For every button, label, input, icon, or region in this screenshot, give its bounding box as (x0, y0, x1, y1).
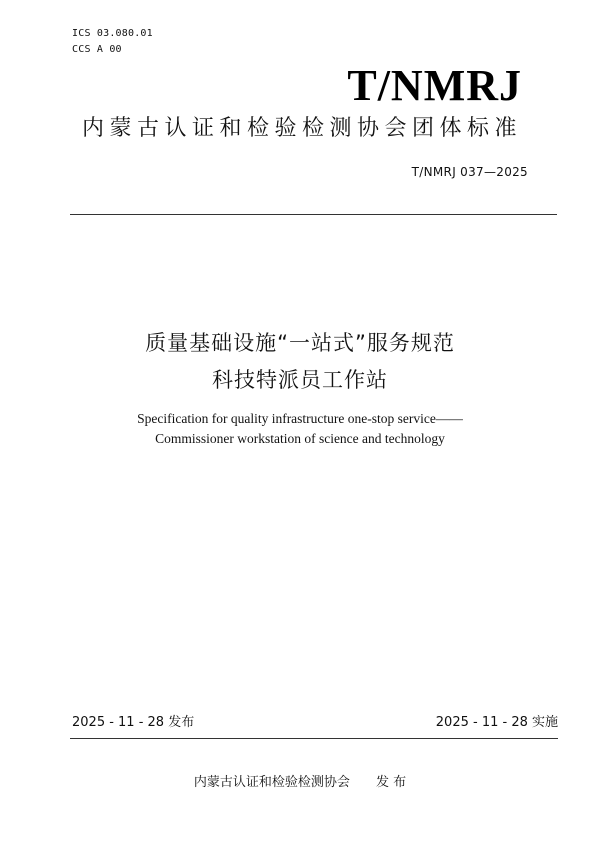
title-chinese-line-1: 质量基础设施“一站式”服务规范 (145, 331, 455, 355)
standard-logo: T/NMRJ (347, 61, 522, 110)
publisher-organization: 内蒙古认证和检验检测协会 (193, 775, 350, 790)
title-english-line-2: Commissioner workstation of science and technology (155, 431, 445, 446)
title-chinese-line-2: 科技特派员工作站 (212, 368, 388, 392)
implementation-date: 2025 - 11 - 28 实施 (435, 715, 558, 730)
standard-number: T/NMRJ 037—2025 (411, 165, 528, 179)
ics-code: ICS 03.080.01 (72, 28, 153, 39)
organization-title: 内蒙古认证和检验检测协会团体标准 (81, 116, 522, 141)
publish-label: 发 布 (375, 775, 407, 790)
title-english-line-1: Specification for quality infrastructure one-stop service—— (137, 411, 463, 426)
publisher-line (0, 774, 600, 792)
header-divider (70, 214, 557, 215)
ccs-code: CCS A 00 (72, 44, 122, 55)
footer-divider (70, 738, 558, 739)
publication-date: 2025 - 11 - 28 发布 (72, 715, 195, 730)
